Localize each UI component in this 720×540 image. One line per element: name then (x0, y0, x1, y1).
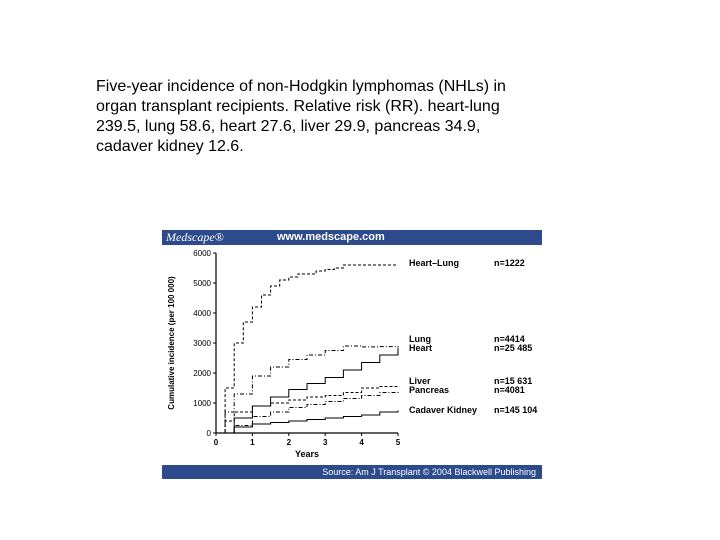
y-axis-label: Cumulative incidence (per 100 000) (167, 276, 176, 410)
legend-n-heart-lung: n=1222 (494, 258, 525, 268)
y-tick-label: 6000 (193, 249, 211, 258)
x-tick-label: 4 (359, 438, 364, 447)
header-banner (162, 230, 542, 245)
legend-name-cadaver-kidney: Cadaver Kidney (409, 405, 478, 415)
legend-name-lung: Lung (409, 334, 431, 344)
y-tick-label: 5000 (193, 279, 211, 288)
series-line-heart-lung (216, 265, 398, 433)
y-tick-label: 2000 (193, 369, 211, 378)
y-tick-label: 1000 (193, 399, 211, 408)
medscape-logo[interactable]: Medscape® (166, 230, 224, 244)
x-tick-label: 3 (322, 438, 328, 447)
caption-line-3: 239.5, lung 58.6, heart 27.6, liver 29.9, pancreas 34.9, (96, 118, 481, 135)
caption-line-4: cadaver kidney 12.6. (96, 138, 244, 155)
x-tick-label: 2 (286, 438, 292, 447)
y-tick-label: 4000 (193, 309, 211, 318)
footer-banner (162, 465, 542, 479)
caption-line-2: organ transplant recipients. Relative risk (RR). heart-lung (96, 98, 500, 115)
series-line-liver (216, 387, 398, 434)
legend-n-pancreas: n=4081 (494, 385, 525, 395)
source-credit: Source: Am J Transplant © 2004 Blackwell Publishing (322, 467, 536, 477)
figure (162, 230, 542, 479)
y-tick-label: 3000 (193, 339, 211, 348)
caption-line-1: Five-year incidence of non-Hodgkin lymphomas (NHLs) in (96, 78, 506, 95)
legend-name-heart-lung: Heart–Lung (409, 258, 460, 268)
y-tick-label: 0 (206, 429, 211, 438)
x-tick-label: 1 (250, 438, 255, 447)
site-url[interactable]: www.medscape.com (277, 231, 385, 243)
x-tick-label: 5 (395, 438, 401, 447)
chart (162, 245, 542, 465)
x-tick-label: 0 (213, 438, 219, 447)
legend-name-heart: Heart (409, 343, 433, 353)
legend-n-lung: n=4414 (494, 334, 525, 344)
legend-n-liver: n=15 631 (494, 376, 533, 386)
legend-n-cadaver-kidney: n=145 104 (494, 405, 538, 415)
x-axis-label: Years (294, 449, 320, 459)
series-line-cadaver-kidney (216, 411, 398, 434)
legend-name-pancreas: Pancreas (409, 385, 450, 395)
caption (96, 77, 576, 157)
legend-n-heart: n=25 485 (494, 343, 533, 353)
legend-name-liver: Liver (409, 376, 431, 386)
